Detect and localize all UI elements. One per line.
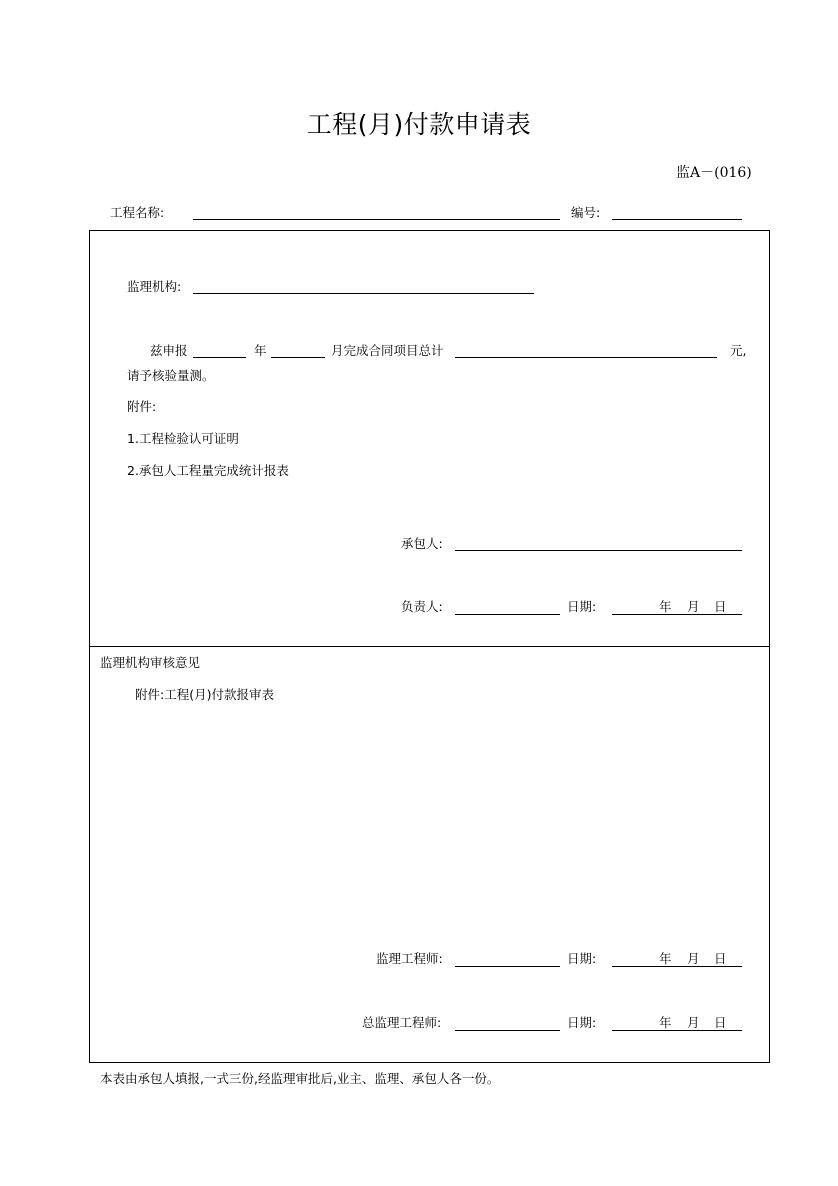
contractor-field[interactable] <box>455 550 742 551</box>
chief-date-day: 日 <box>714 1015 727 1030</box>
section-divider <box>89 646 770 647</box>
chief-date-label: 日期: <box>567 1015 597 1030</box>
report-year-char: 年 <box>254 343 267 358</box>
engineer-label: 监理工程师: <box>376 951 443 966</box>
review-heading: 监理机构审核意见 <box>100 655 201 670</box>
attachment-item: 1.工程检验认可证明 <box>127 431 239 446</box>
report-month-field[interactable] <box>271 357 325 358</box>
chief-date-month: 月 <box>687 1015 700 1030</box>
responsible-field[interactable] <box>455 614 560 615</box>
engineer-date-label: 日期: <box>567 951 597 966</box>
report-year-field[interactable] <box>193 357 246 358</box>
supervisor-org-label: 监理机构: <box>127 279 182 294</box>
yuan-label: 元, <box>730 343 747 358</box>
responsible-label: 负责人: <box>401 599 443 614</box>
attachments-label: 附件: <box>127 399 157 414</box>
date-day: 日 <box>714 599 727 614</box>
review-attachment: 附件:工程(月)付款报审表 <box>135 687 274 702</box>
engineer-date-year: 年 <box>659 951 672 966</box>
number-field[interactable] <box>612 219 742 220</box>
date-month: 月 <box>687 599 700 614</box>
chief-date-year: 年 <box>659 1015 672 1030</box>
contractor-label: 承包人: <box>401 536 443 551</box>
date-year: 年 <box>659 599 672 614</box>
date-label: 日期: <box>567 599 597 614</box>
supervisor-org-field[interactable] <box>193 293 534 294</box>
chief-engineer-field[interactable] <box>455 1030 560 1031</box>
page-title: 工程(月)付款申请表 <box>306 110 532 139</box>
project-name-label: 工程名称: <box>110 205 165 220</box>
total-amount-field[interactable] <box>455 357 717 358</box>
engineer-field[interactable] <box>455 966 560 967</box>
form-code: 监A－(016) <box>676 165 752 181</box>
report-prefix: 兹申报 <box>150 343 188 358</box>
engineer-date-day: 日 <box>714 951 727 966</box>
report-month-text: 月完成合同项目总计 <box>331 343 444 358</box>
footer-note: 本表由承包人填报,一式三份,经监理审批后,业主、监理、承包人各一份。 <box>100 1071 500 1086</box>
chief-engineer-label: 总监理工程师: <box>362 1015 442 1030</box>
number-label: 编号: <box>571 205 601 220</box>
engineer-date-month: 月 <box>687 951 700 966</box>
attachment-item: 2.承包人工程量完成统计报表 <box>127 463 289 478</box>
request-line: 请予核验量测。 <box>127 368 215 383</box>
project-name-field[interactable] <box>193 219 560 220</box>
